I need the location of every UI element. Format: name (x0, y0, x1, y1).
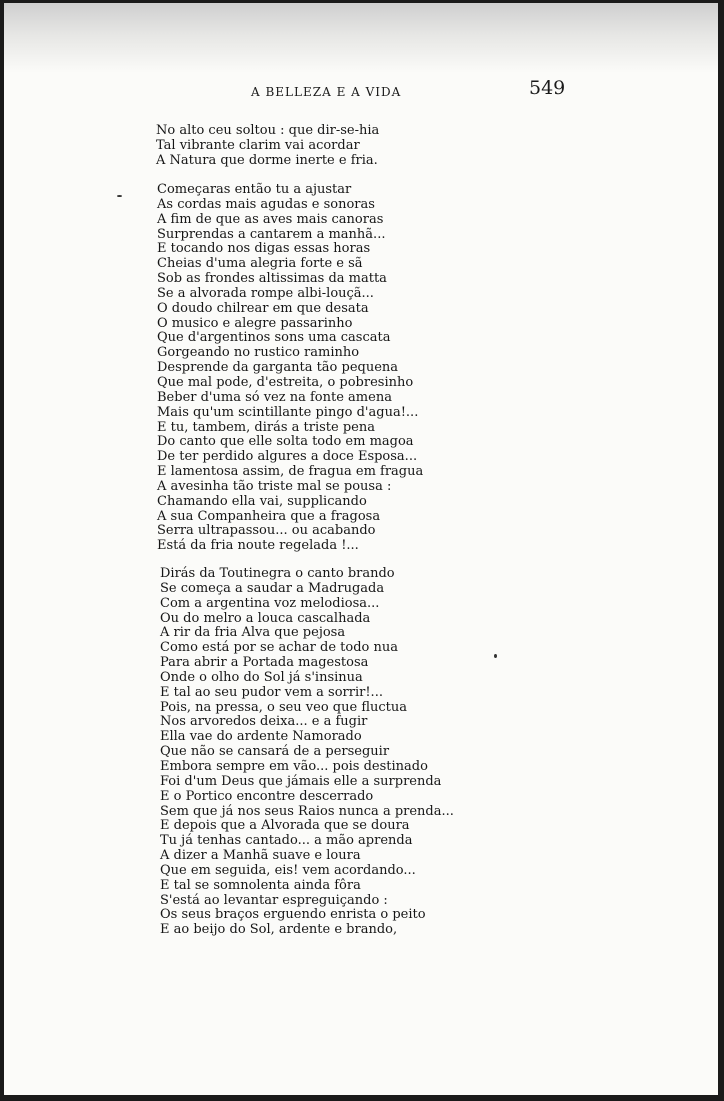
verse-line: De ter perdido algures a doce Esposa... (157, 449, 418, 465)
verse-line: Do canto que elle solta todo em magoa (157, 434, 414, 450)
verse-line: Se começa a saudar a Madrugada (160, 580, 385, 596)
verse-line: A sua Companheira que a fragosa (157, 508, 381, 524)
stanza-2 (157, 183, 423, 554)
verse-line: E tu, tambem, dirás a triste pena (157, 419, 375, 435)
verse-line: Nos arvoredos deixa... e a fugir (160, 714, 368, 730)
verse-line: As cordas mais agudas e sonoras (157, 196, 375, 212)
verse-line: Com a argentina voz melodiosa... (160, 595, 380, 611)
verse-line: Ella vae do ardente Namorado (160, 729, 362, 745)
stanza-3 (160, 567, 454, 938)
verse-line: Os seus braços erguendo enrista o peito (160, 907, 426, 923)
verse-line: Embora sempre em vão... pois destinado (160, 758, 428, 774)
page-number: 549 (529, 77, 566, 99)
verse-line: Que em seguida, eis! vem acordando... (160, 862, 416, 878)
ink-speck (117, 195, 122, 197)
verse-line: Mais qu'um scintillante pingo d'agua!... (157, 404, 419, 420)
verse-line: A avesinha tão triste mal se pousa : (157, 478, 392, 494)
verse-line: E o Portico encontre descerrado (160, 788, 374, 804)
verse-line: Gorgeando no rustico raminho (157, 345, 360, 361)
verse-line: Chamando ella vai, supplicando (157, 493, 367, 509)
verse-line: A Natura que dorme inerte e fria. (156, 152, 378, 168)
verse-line: O doudo chilrear em que desata (157, 300, 369, 316)
verse-line: E tal ao seu pudor vem a sorrir!... (160, 684, 383, 700)
verse-line: Onde o olho do Sol já s'insinua (160, 669, 363, 685)
verse-line: E ao beijo do Sol, ardente e brando, (160, 922, 398, 938)
verse-line: Que d'argentinos sons uma cascata (157, 330, 391, 346)
verse-line: Cheias d'uma alegria forte e sã (157, 256, 363, 272)
verse-line: A dizer a Manhã suave e loura (160, 848, 361, 864)
verse-line: Para abrir a Portada magestosa (160, 655, 369, 671)
verse-line: No alto ceu soltou : que dir-se-hia (156, 123, 380, 138)
verse-line: Se a alvorada rompe albi-louçã... (157, 285, 374, 301)
verse-line: Tu já tenhas cantado... a mão aprenda (160, 833, 413, 849)
verse-line: Serra ultrapassou... ou acabando (157, 523, 376, 539)
verse-line: Ou do melro a louca cascalhada (160, 610, 371, 626)
verse-line: O musico e alegre passarinho (157, 315, 353, 331)
verse-line: Começaras então tu a ajustar (157, 182, 352, 197)
verse-line: Beber d'uma só vez na fonte amena (157, 389, 392, 405)
ink-speck (494, 654, 497, 658)
verse-line: Sob as frondes altissimas da matta (157, 271, 387, 287)
verse-line: Que mal pode, d'estreita, o pobresinho (157, 374, 414, 390)
verse-line: Sem que já nos seus Raios nunca a prenda... (160, 803, 454, 819)
verse-line: Tal vibrante clarim vai acordar (156, 137, 360, 153)
running-title: A BELLEZA E A VIDA (251, 85, 402, 99)
verse-line: Como está por se achar de todo nua (160, 640, 398, 656)
verse-line: Que não se cansará de a perseguir (160, 744, 390, 760)
verse-line: E lamentosa assim, de fragua em fragua (157, 464, 424, 480)
verse-line: S'está ao levantar espreguiçando : (160, 892, 388, 908)
verse-line: Dirás da Toutinegra o canto brando (160, 566, 395, 581)
verse-line: E depois que a Alvorada que se doura (160, 818, 410, 834)
verse-line: A fim de que as aves mais canoras (157, 211, 384, 227)
verse-line: Surprendas a cantarem a manhã... (157, 226, 386, 242)
verse-line: E tocando nos digas essas horas (157, 241, 371, 257)
verse-line: E tal se somnolenta ainda fôra (160, 877, 361, 893)
page-top-shadow (4, 3, 718, 73)
verse-line: A rir da fria Alva que pejosa (160, 625, 346, 641)
verse-line: Está da fria noute regelada !... (157, 538, 359, 554)
verse-line: Foi d'um Deus que jámais elle a surprenda (160, 773, 442, 789)
stanza-1 (156, 124, 379, 169)
book-page (4, 3, 718, 1095)
verse-line: Pois, na pressa, o seu veo que fluctua (160, 699, 407, 715)
verse-line: Desprende da garganta tão pequena (157, 360, 399, 376)
